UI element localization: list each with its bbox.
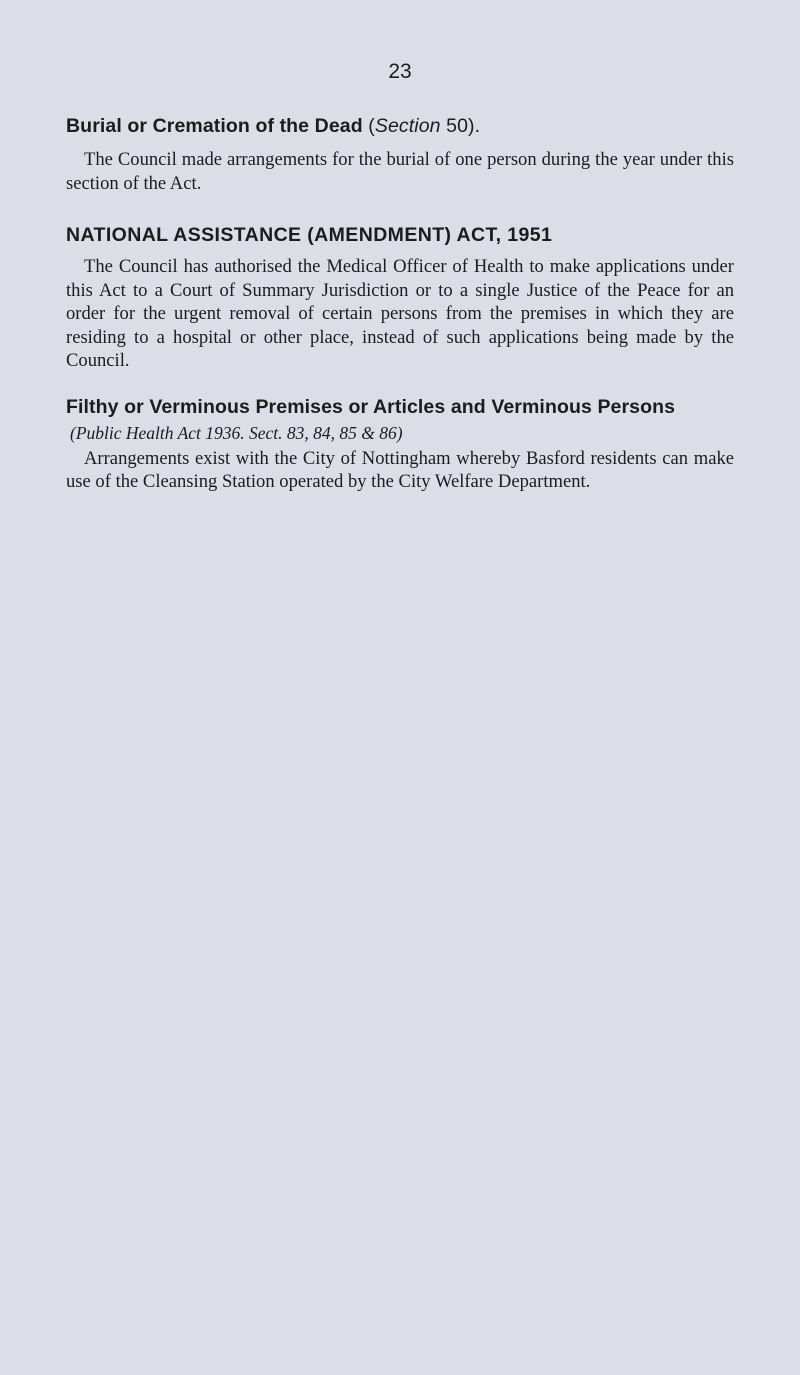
section-heading (66, 112, 734, 140)
section-burial-cremation (66, 112, 734, 195)
page-content (66, 112, 734, 494)
section-heading: Filthy or Verminous Premises or Articles and Verminous Persons (66, 395, 676, 418)
section-body: Arrangements exist with the City of Nottingham whereby Basford residents can make use of the Cleansing Station operated by the City Welfare Department. (66, 447, 734, 492)
section-body: The Council has authorised the Medical Officer of Health to make applications under this Act to a Court of Summary Jurisdiction or to a single Justice of the Peace for an order for the urgent removal of certain persons from the premises in which they are residing to a hospital or other place, instead of such applications being made by the Council. (66, 256, 734, 371)
heading-text: Burial or Cremation of the Dead (66, 115, 363, 137)
section-legal-reference: (Public Health Act 1936. Sect. 83, 84, 85 & 86) (70, 422, 403, 443)
section-filthy-verminous (66, 393, 734, 494)
section-national-assistance (66, 221, 734, 373)
heading-reference: (Section 50). (368, 115, 481, 137)
section-body: The Council made arrangements for the burial of one person during the year under this section of the Act. (66, 149, 734, 194)
section-heading: NATIONAL ASSISTANCE (AMENDMENT) ACT, 1951 (66, 224, 553, 246)
page-number: 23 (388, 60, 412, 83)
